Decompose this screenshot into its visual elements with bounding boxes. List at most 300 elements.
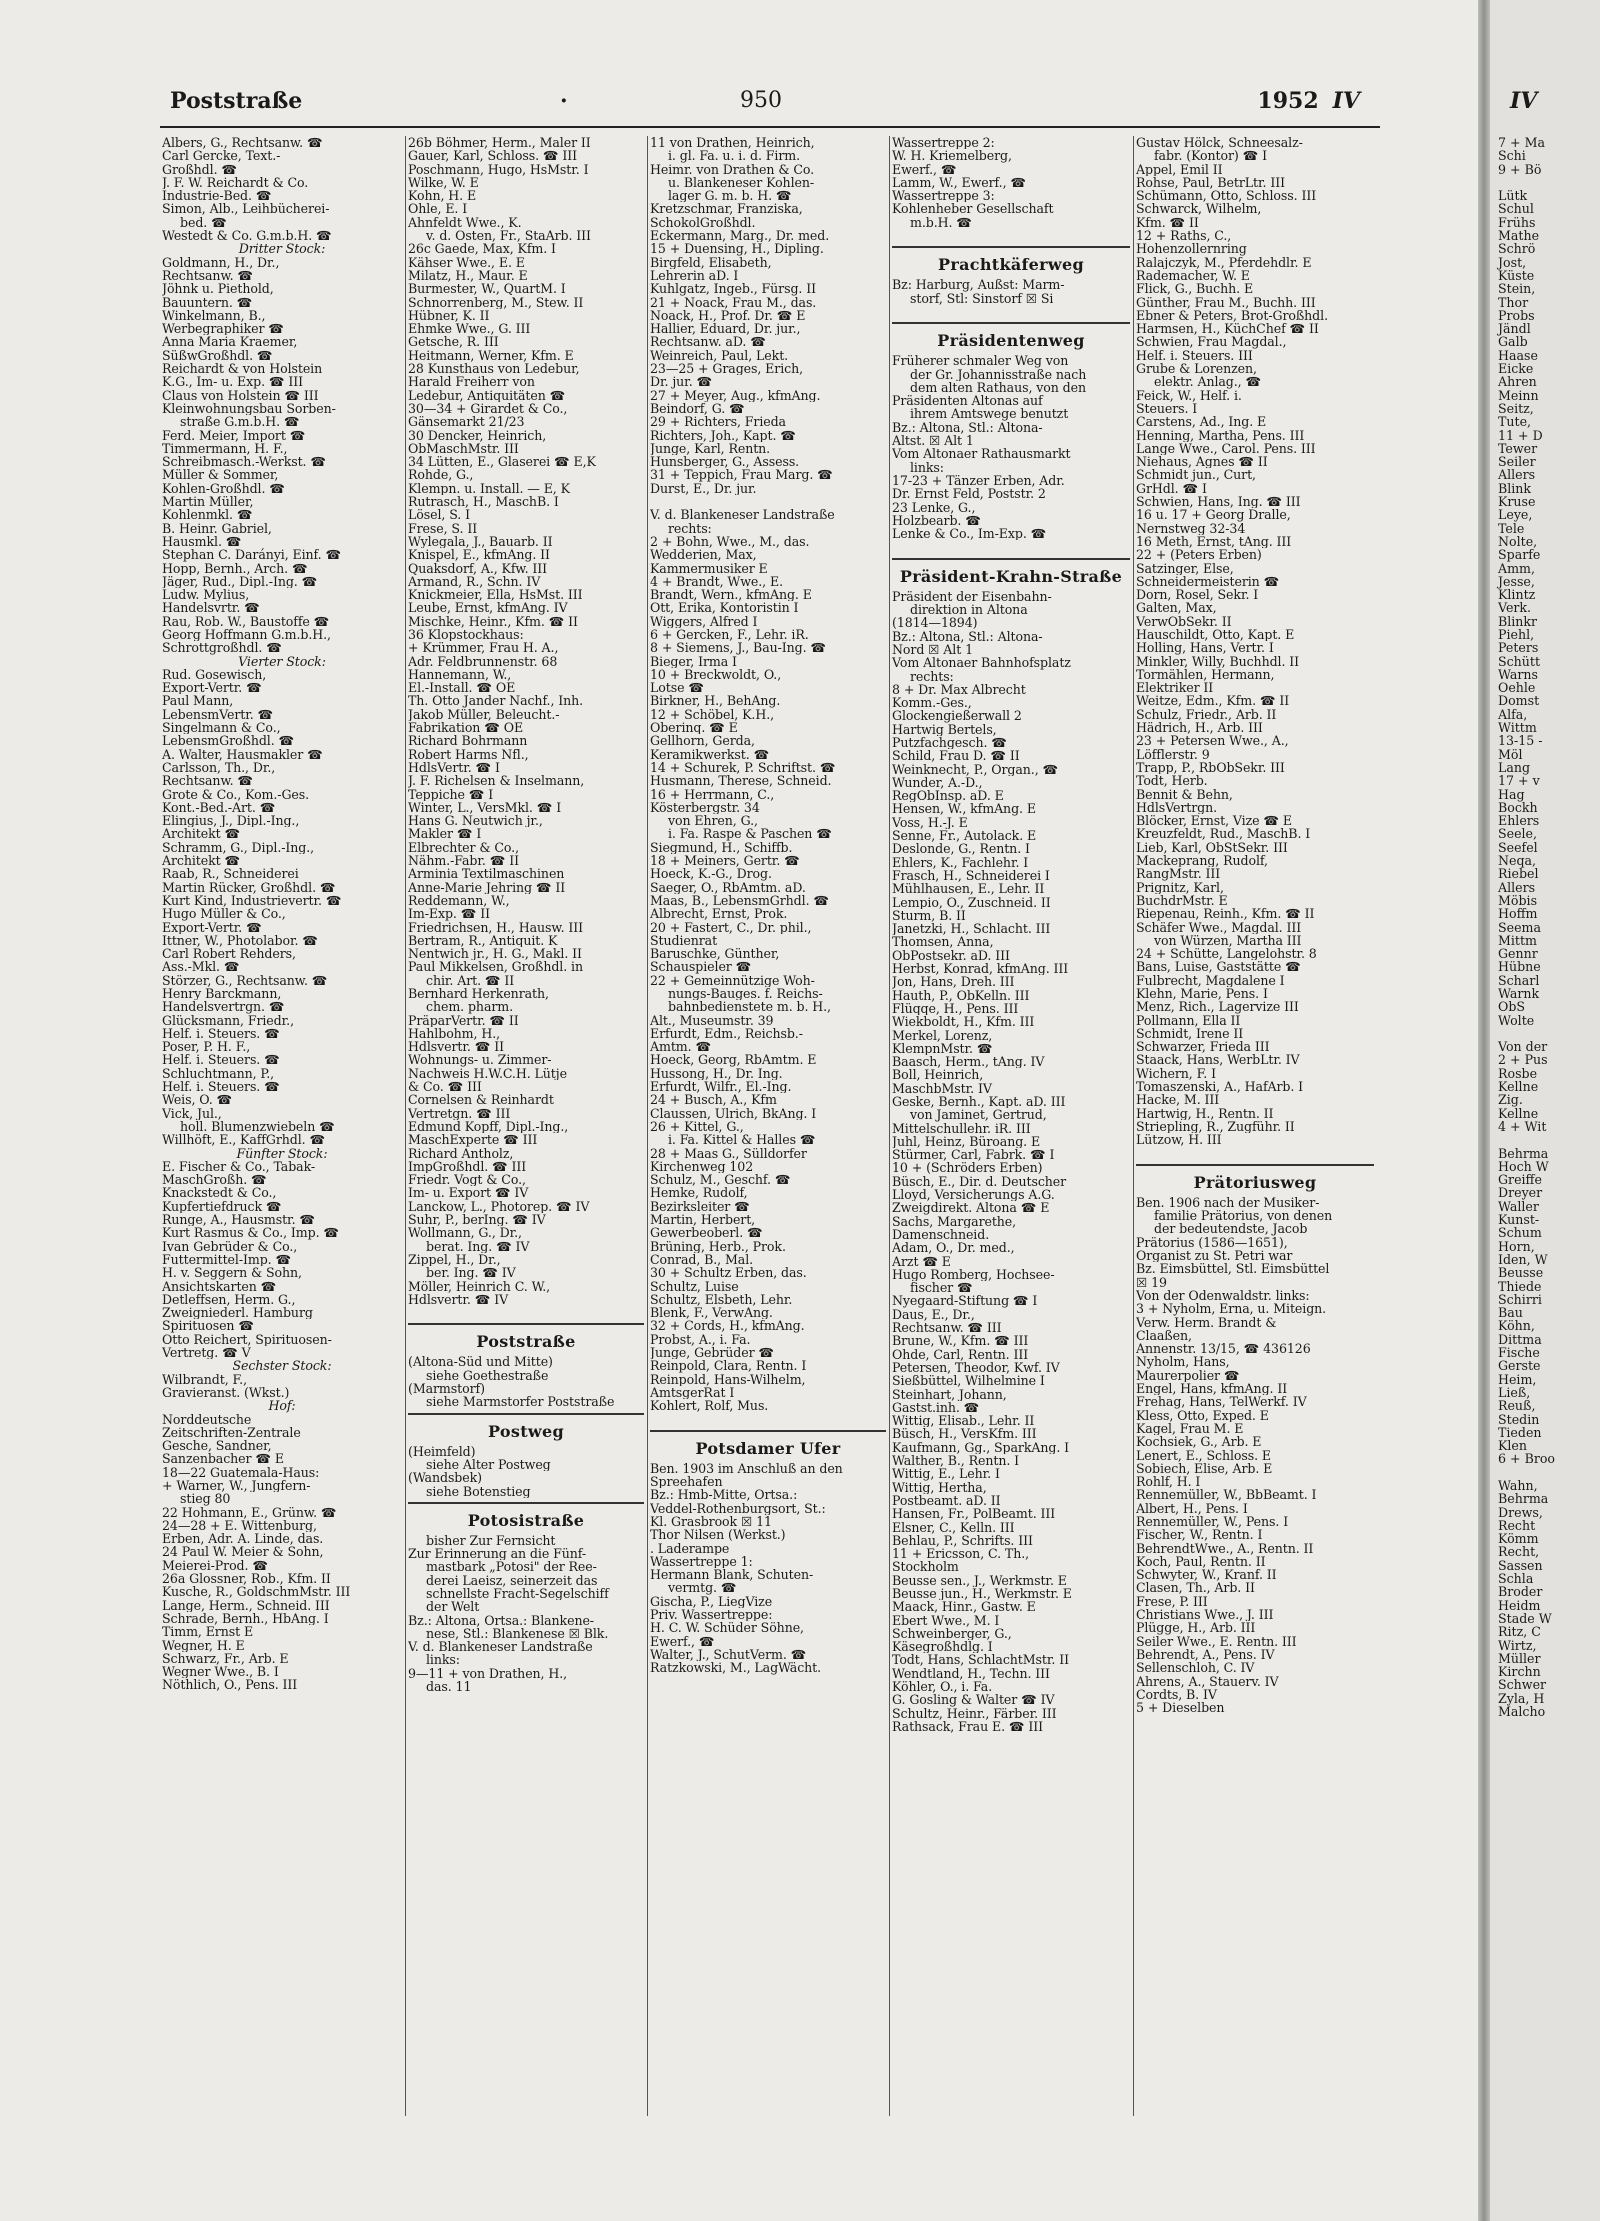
adjacent-page-fragment: Gennr: [1498, 946, 1538, 962]
directory-entry-line: (Heimfeld): [408, 1444, 476, 1458]
directory-entry-line: Wylegala, J., Bauarb. II: [408, 534, 553, 549]
adjacent-page-fragment: Horn,: [1498, 1238, 1535, 1254]
directory-entry-line: . Laderampe: [650, 1541, 730, 1555]
directory-entry-line: Pollmann, Ella II: [1136, 1013, 1241, 1027]
directory-entry-line: + Krümmer, Frau H. A.,: [408, 641, 559, 655]
adjacent-page-fragment: Schwer: [1498, 1677, 1547, 1693]
directory-entry-line: Lenke & Co., Im-Exp. ☎: [892, 527, 1047, 541]
directory-entry-line: Tormählen, Hermann,: [1136, 667, 1275, 682]
directory-entry-line: Albert, H., Pens. I: [1136, 1501, 1248, 1515]
directory-entry-line: Maurerpolier ☎: [1136, 1368, 1240, 1383]
directory-entry-line: Walter, J., SchutVerm. ☎: [650, 1647, 807, 1662]
adjacent-page-fragment: Sparfe: [1498, 547, 1541, 563]
directory-entry-line: Satzinger, Else,: [1136, 561, 1234, 575]
directory-entry-line: 24 + Schütte, Langelohstr. 8: [1136, 947, 1317, 961]
directory-entry-line: Voss, H.-J. E: [892, 815, 968, 830]
directory-entry-line: Verw. Herm. Brandt &: [1136, 1315, 1277, 1329]
directory-entry-line: siehe Marmstorfer Poststraße: [426, 1395, 615, 1409]
directory-entry-line: 24 Paul W. Meier & Sohn,: [162, 1545, 324, 1559]
directory-entry-line: Zweigdirekt. Altona ☎ E: [892, 1201, 1050, 1215]
adjacent-page-fragment: Beusse: [1498, 1265, 1544, 1281]
directory-entry-line: Ralajczyk, M., Pferdehdlr. E: [1136, 255, 1312, 269]
directory-entry-line: Knickmeier, Ella, HsMst. III: [408, 588, 583, 602]
directory-entry-line: Gänsemarkt 21/23: [408, 415, 525, 429]
directory-entry-line: Schulz, Friedr., Arb. II: [1136, 707, 1277, 722]
directory-entry-line: Glücksmann, Friedr.,: [162, 1013, 294, 1027]
directory-entry-line: (Altona-Süd und Mitte): [408, 1355, 553, 1369]
directory-entry-line: siehe Goethestraße: [426, 1368, 549, 1383]
adjacent-page-fragment: Meinn: [1498, 387, 1539, 403]
directory-entry-line: Schnorrenberg, M., Stew. II: [408, 295, 584, 309]
directory-entry-line: 34 Lütten, E., Glaserei ☎ E,K: [408, 455, 596, 469]
directory-entry-line: Westedt & Co. G.m.b.H. ☎: [162, 229, 332, 243]
directory-entry-line: (Marmstorf): [408, 1382, 485, 1396]
directory-entry-line: Knackstedt & Co.,: [162, 1186, 277, 1200]
adjacent-page-fragment: Kellne: [1498, 1105, 1539, 1121]
adjacent-page-fragment: Seiler: [1498, 454, 1536, 470]
directory-entry-line: Büsch, H., VersKfm. III: [892, 1427, 1037, 1441]
column-divider: [405, 136, 406, 2116]
directory-entry-line: Damenschneid.: [892, 1227, 990, 1242]
directory-entry-line: Ludw. Mylius,: [162, 588, 250, 602]
adjacent-page-fragment: Allers: [1498, 879, 1536, 895]
directory-entry-line: Kuhlgatz, Ingeb., Fürsg. II: [650, 282, 816, 296]
adjacent-page-fragment: Haase: [1498, 347, 1538, 363]
adjacent-page-fragment: Bockh: [1498, 799, 1538, 815]
directory-entry-line: 16 + Herrmann, C.,: [650, 787, 775, 801]
directory-entry-line: Beindorf, G. ☎: [650, 401, 745, 416]
directory-entry-line: Timm, Ernst E: [162, 1625, 254, 1639]
directory-entry-line: Hübner, K. II: [408, 308, 490, 323]
directory-entry-line: 30—34 + Girardet & Co.,: [408, 401, 568, 416]
adjacent-page-fragment: Schum: [1498, 1225, 1542, 1241]
directory-entry-line: Nernstweg 32-34: [1136, 521, 1246, 535]
directory-entry-line: PräparVertr. ☎ II: [408, 1013, 519, 1027]
directory-entry-line: Hussong, H., Dr. Ing.: [650, 1066, 783, 1081]
adjacent-page-fragment: Heidm: [1498, 1597, 1541, 1613]
directory-entry-line: Ledebur, Antiquitäten ☎: [408, 388, 566, 402]
directory-entry-line: Willhöft, E., KaffGrhdl. ☎: [162, 1133, 326, 1147]
directory-entry-line: Schultz, Luise: [650, 1279, 739, 1293]
directory-entry-line: Rechtsanw. ☎ III: [892, 1321, 1002, 1335]
directory-entry-line: 4 + Brandt, Wwe., E.: [650, 574, 783, 589]
directory-entry-line: & Co. ☎ III: [408, 1080, 482, 1094]
directory-entry-line: RegObInsp. aD. E: [892, 789, 1004, 803]
directory-entry-line: Getsche, R. III: [408, 335, 499, 349]
directory-entry-line: Lieb, Karl, ObStSekr. III: [1136, 840, 1288, 855]
directory-entry-line: Norddeutsche: [162, 1412, 252, 1426]
directory-entry-line: Armand, R., Schn. IV: [408, 574, 541, 589]
directory-entry-line: W. H. Kriemelberg,: [892, 149, 1012, 163]
directory-entry-line: Steinhart, Johann,: [892, 1387, 1007, 1401]
adjacent-page-fragment: Sassen: [1498, 1557, 1543, 1573]
directory-entry-line: 36 Klopstockhaus:: [408, 627, 524, 642]
directory-entry-line: Nähm.-Fabr. ☎ II: [408, 854, 519, 868]
section-rule: [408, 1323, 644, 1325]
adjacent-page-fragment: Jändl: [1498, 321, 1531, 337]
directory-entry-line: holl. Blumenzwiebeln ☎: [180, 1119, 335, 1134]
directory-entry-line: VerwObSekr. II: [1136, 614, 1232, 628]
directory-entry-line: Bz. Eimsbüttel, Stl. Eimsbüttel: [1136, 1262, 1330, 1276]
directory-entry-line: Schwarzer, Frieda III: [1136, 1040, 1270, 1054]
directory-entry-line: MaschbMstr. IV: [892, 1081, 992, 1095]
directory-entry-line: Ben. 1903 im Anschluß an den: [650, 1461, 843, 1476]
directory-entry-line: Riepenau, Reinh., Kfm. ☎ II: [1136, 907, 1315, 921]
directory-entry-line: Siegmund, H., Schiffb.: [650, 840, 793, 855]
directory-entry-line: Henry Barckmann,: [162, 987, 282, 1001]
directory-entry-line: Annenstr. 13/15, ☎ 436126: [1136, 1342, 1311, 1356]
directory-entry-line: Lotse ☎: [650, 681, 704, 695]
book-gutter: [1478, 0, 1490, 2221]
directory-entry-line: Zeitschriften-Zentrale: [162, 1425, 301, 1440]
directory-entry-line: Industrie-Bed. ☎: [162, 189, 272, 203]
directory-entry-line: bahnbedienstete m. b. H.,: [668, 1000, 831, 1014]
directory-entry-line: Schwien, Hans, Ing. ☎ III: [1136, 495, 1301, 509]
directory-entry-line: Wichern, F. I: [1136, 1066, 1216, 1081]
directory-entry-line: Stürmer, Carl, Fabrk. ☎ I: [892, 1148, 1055, 1162]
adjacent-page-fragment: Thiede: [1498, 1278, 1542, 1294]
directory-entry-line: Beusse sen., J., Werkmstr. E: [892, 1573, 1067, 1587]
section-rule: [892, 322, 1130, 324]
directory-entry-line: Wedderien, Max,: [650, 548, 757, 562]
directory-entry-line: Trapp, P., RbObSekr. III: [1136, 760, 1285, 775]
adjacent-page-fragment: Stein,: [1498, 281, 1536, 297]
adjacent-page-fragment: 17 + v: [1498, 773, 1540, 789]
directory-entry-line: Handelsvertrgn. ☎: [162, 1000, 285, 1014]
adjacent-page-fragment: Jesse,: [1498, 573, 1535, 589]
directory-entry-line: Sechster Stock:: [232, 1359, 332, 1373]
directory-entry-line: schnellste Fracht-Segelschiff: [426, 1586, 609, 1601]
directory-entry-line: Kähser Wwe., E. E: [408, 255, 525, 269]
directory-entry-line: i. Fa. Raspe & Paschen ☎: [668, 827, 832, 841]
column-5: [1136, 136, 1374, 1714]
directory-entry-line: straße G.m.b.H. ☎: [180, 415, 300, 429]
directory-entry-line: Mischke, Heinr., Kfm. ☎ II: [408, 614, 578, 628]
directory-entry-line: 31 + Teppich, Frau Marg. ☎: [650, 468, 833, 482]
adjacent-page-fragment: Eicke: [1498, 361, 1534, 377]
directory-entry-line: Maack, Hinr., Gastw. E: [892, 1600, 1036, 1614]
directory-entry-line: Ebert Wwe., M. I: [892, 1613, 1000, 1627]
directory-entry-line: Detleffsen, Herm. G.,: [162, 1292, 296, 1307]
directory-entry-line: Handelsvrtr. ☎: [162, 601, 260, 615]
adjacent-page-fragment: Scharl: [1498, 972, 1540, 988]
directory-entry-line: Gischa, P., LiegVize: [650, 1594, 773, 1609]
directory-entry-line: Georg Hoffmann G.m.b.H.,: [162, 627, 331, 642]
directory-entry-line: Wollmann, G., Dr.,: [408, 1226, 522, 1240]
adjacent-page-fragment: Seele,: [1498, 826, 1538, 842]
directory-entry-line: Bz: Harburg, Außst: Marm-: [892, 278, 1065, 292]
directory-entry-line: Schwarck, Wilhelm,: [1136, 202, 1262, 216]
directory-entry-line: Niehaus, Agnes ☎ II: [1136, 455, 1268, 469]
directory-entry-line: Baruschke, Günther,: [650, 947, 780, 961]
header-dot: ·: [560, 88, 568, 114]
directory-entry-line: Bz.: Altona, Stl.: Altona-: [892, 420, 1043, 435]
directory-entry-line: Schauspieler ☎: [650, 960, 752, 974]
adjacent-page-fragment: Ehlers: [1498, 813, 1540, 829]
directory-entry-line: i. Fa. Kittel & Halles ☎: [668, 1133, 816, 1147]
directory-entry-line: Hdlsvertr. ☎ II: [408, 1040, 504, 1054]
directory-entry-line: Günther, Frau M., Buchh. III: [1136, 295, 1316, 309]
directory-entry-line: Ott, Erika, Kontoristin I: [650, 601, 799, 615]
part: IV: [1332, 88, 1360, 114]
directory-entry-line: Schwyter, W., Kranf. II: [1136, 1568, 1277, 1582]
directory-entry-line: 22 Hohmann, E., Grünw. ☎: [162, 1505, 337, 1519]
directory-entry-line: Schäfer Wwe., Magdal. III: [1136, 920, 1302, 934]
directory-entry-line: Gellhorn, Gerda,: [650, 734, 755, 748]
directory-entry-line: Wassertreppe 1:: [650, 1554, 753, 1569]
directory-entry-line: 3 + Nyholm, Erna, u. Miteign.: [1136, 1302, 1327, 1316]
directory-entry-line: Wassertreppe 2:: [892, 136, 995, 150]
adjacent-page-fragment: 11 + D: [1498, 427, 1543, 443]
directory-entry-line: [892, 305, 1130, 318]
directory-entry-line: Nentwich jr., H. G., Makl. II: [408, 947, 582, 961]
directory-entry-line: Tomaszenski, A., HafArb. I: [1136, 1080, 1304, 1094]
directory-entry-line: ihrem Amtswege benutzt: [910, 407, 1069, 421]
directory-entry-line: [1136, 1147, 1374, 1160]
directory-entry-line: Rennemüller, W., Pens. I: [1136, 1514, 1289, 1529]
directory-entry-line: Albrecht, Ernst, Prok.: [650, 907, 788, 921]
directory-entry-line: Bertram, R., Antiquit. K: [408, 933, 558, 948]
adjacent-page-fragment: Zig.: [1498, 1092, 1523, 1108]
directory-entry-line: MaschExperte ☎ III: [408, 1133, 538, 1147]
directory-entry-line: 12 + Raths, C.,: [1136, 229, 1232, 243]
directory-entry-line: Futtermittel-Imp. ☎: [162, 1252, 292, 1267]
directory-entry-line: Klempn. u. Install. — E, K: [408, 481, 570, 496]
directory-entry-line: Gustav Hölck, Schneesalz-: [1136, 136, 1303, 150]
adjacent-page-fragment: Schi: [1498, 148, 1526, 164]
directory-entry-line: Timmermann, H. F.,: [162, 441, 288, 456]
directory-entry-line: Kohlenmkl. ☎: [162, 508, 253, 522]
directory-entry-line: Lehrerin aD. I: [650, 268, 739, 283]
adjacent-page-fragment: Warnk: [1498, 986, 1540, 1001]
directory-entry-line: Hensen, W., kfmAng. E: [892, 802, 1036, 816]
directory-entry-line: 32 + Cords, H., kfmAng.: [650, 1319, 805, 1333]
street-section-title: Poststraße: [476, 1332, 576, 1352]
adjacent-page-fragment: Nolte,: [1498, 533, 1538, 549]
directory-entry-line: Birkner, H., BehAng.: [650, 694, 781, 708]
directory-entry-line: Hunsberger, G., Assess.: [650, 455, 800, 469]
directory-entry-line: Schmidt, Irene II: [1136, 1026, 1244, 1041]
adjacent-page-fragment: Klintz: [1498, 587, 1536, 603]
directory-entry-line: Robert Harms Nfl.,: [408, 747, 529, 761]
directory-entry-line: Zur Erinnerung an die Fünf-: [408, 1547, 587, 1561]
directory-entry-line: Jäger, Rud., Dipl.-Ing. ☎: [162, 574, 318, 589]
directory-entry-line: Großhdl. ☎: [162, 162, 237, 176]
directory-entry-line: 12 + Schöbel, K.H.,: [650, 707, 775, 722]
directory-entry-line: Brüning, Herb., Prok.: [650, 1239, 786, 1253]
directory-entry-line: 15 + Duensing, H., Dipling.: [650, 242, 824, 256]
directory-entry-line: Präsidenten Altonas auf: [892, 394, 1043, 408]
directory-entry-line: Im- u. Export ☎ IV: [408, 1186, 529, 1200]
directory-entry-line: Walther, B., Rentn. I: [892, 1454, 1020, 1468]
directory-entry-line: Werbegraphiker ☎: [162, 322, 284, 336]
directory-entry-line: 17-23 + Tänzer Erben, Adr.: [892, 473, 1065, 488]
directory-entry-line: Holzbearb. ☎: [892, 513, 981, 528]
directory-entry-line: 23 + Petersen Wwe., A.,: [1136, 734, 1289, 748]
adjacent-page-fragment: Recht,: [1498, 1544, 1540, 1560]
adjacent-page-fragment: Kellne: [1498, 1079, 1539, 1095]
directory-entry-line: 2 + Bohn, Wwe., M., das.: [650, 534, 810, 549]
directory-entry-line: fabr. (Kontor) ☎ I: [1154, 149, 1267, 163]
directory-entry-line: Sellenschloh, C. IV: [1136, 1661, 1255, 1675]
directory-entry-line: Erfurdt, Wilfr., El.-Ing.: [650, 1080, 792, 1094]
adjacent-page-fragment: Kunst-: [1498, 1212, 1540, 1228]
directory-entry-line: v. d. Osten, Fr., StaArb. III: [426, 229, 591, 243]
directory-entry-line: Bz.: Hmb-Mitte, Ortsa.:: [650, 1488, 798, 1502]
directory-entry-line: Minkler, Willy, Buchhdl. II: [1136, 654, 1300, 668]
directory-entry-line: Schultz, Elsbeth, Lehr.: [650, 1292, 793, 1307]
directory-entry-line: Hugo Romberg, Hochsee-: [892, 1267, 1055, 1282]
directory-entry-line: Käsegroßhdlg. I: [892, 1640, 993, 1654]
directory-entry-line: Ahrens, A., Stauerv. IV: [1136, 1674, 1279, 1688]
directory-entry-line: V. d. Blankeneser Landstraße: [408, 1640, 593, 1654]
adjacent-page-fragment: Tute,: [1498, 414, 1532, 430]
directory-entry-line: 18 + Meiners, Gertr. ☎: [650, 854, 800, 868]
directory-entry-line: Fünfter Stock:: [236, 1146, 328, 1160]
directory-entry-line: Von der Odenwaldstr. links:: [1136, 1288, 1310, 1303]
directory-entry-line: Hermann Blank, Schuten-: [650, 1568, 814, 1582]
directory-entry-line: Helf. i. Steuers. ☎: [162, 1053, 280, 1067]
directory-entry-line: Lange, Herm., Schneid. III: [162, 1598, 330, 1612]
directory-entry-line: Appel, Emil II: [1136, 162, 1223, 176]
directory-entry-line: Schrottgroßhdl. ☎: [162, 641, 282, 655]
directory-entry-line: Ebner & Peters, Brot-Großhdl.: [1136, 308, 1328, 323]
directory-entry-line: Ehlers, K., Fachlehr. I: [892, 855, 1029, 869]
directory-entry-line: Wegner Wwe., B. I: [162, 1665, 279, 1679]
directory-entry-line: Gastst.inh. ☎: [892, 1400, 980, 1415]
directory-entry-line: Veddel-Rothenburgsort, St.:: [650, 1501, 826, 1515]
directory-entry-line: Reinpold, Clara, Rentn. I: [650, 1359, 807, 1373]
directory-entry-line: 22 + Gemeinnützige Woh-: [650, 973, 815, 987]
directory-entry-line: berat. Ing. ☎ IV: [426, 1239, 530, 1253]
directory-entry-line: Rathsack, Frau E. ☎ III: [892, 1719, 1044, 1734]
directory-entry-line: Raab, R., Schneiderei: [162, 867, 299, 881]
adjacent-page-fragment: ObS: [1498, 999, 1526, 1015]
directory-entry-line: Architekt ☎: [162, 827, 241, 841]
directory-entry-line: LebensmGroßhdl. ☎: [162, 734, 295, 748]
adjacent-page-fragment: Warns: [1498, 666, 1538, 682]
directory-entry-line: Nyholm, Hans,: [1136, 1355, 1230, 1369]
directory-entry-line: Winkelmann, B.,: [162, 308, 266, 323]
column-divider: [1133, 136, 1134, 2116]
directory-entry-line: Schild, Frau D. ☎ II: [892, 749, 1020, 763]
directory-entry-line: Richard Bohrmann: [408, 734, 528, 748]
directory-entry-line: Ahnfeldt Wwe., K.: [408, 215, 522, 230]
directory-entry-line: Galten, Max,: [1136, 601, 1217, 615]
directory-entry-line: (1814—1894): [892, 616, 978, 630]
directory-entry-line: Keramikwerkst. ☎: [650, 747, 770, 761]
directory-entry-line: Flüqqe, H., Pens. III: [892, 1001, 1019, 1016]
adjacent-page-fragment: Frühs: [1498, 214, 1536, 230]
directory-entry-line: Janetzki, H., Schlacht. III: [892, 922, 1051, 936]
directory-entry-line: Poser, P. H. F.,: [162, 1040, 251, 1054]
directory-entry-line: Heitmann, Werner, Kfm. E: [408, 348, 574, 363]
directory-entry-line: Dr. jur. ☎: [650, 375, 713, 389]
directory-entry-line: Kleinwohnungsbau Sorben-: [162, 401, 336, 416]
directory-entry-line: 8 + Dr. Max Albrecht: [892, 682, 1026, 697]
directory-entry-line: Carl Gercke, Text.-: [162, 149, 281, 163]
directory-entry-line: Lösel, S. I: [408, 508, 470, 522]
directory-entry-line: Milatz, H., Maur. E: [408, 268, 528, 283]
directory-entry-line: Kohlenheber Gesellschaft: [892, 202, 1054, 216]
adjacent-page-fragment: Seema: [1498, 919, 1541, 935]
adjacent-page-fragment: Bau: [1498, 1305, 1523, 1321]
street-heading: Poststraße: [170, 88, 303, 114]
adjacent-page-fragment: Leye,: [1498, 507, 1533, 523]
directory-entry-line: Harmsen, H., KüchChef ☎ II: [1136, 322, 1319, 336]
directory-entry-line: Müller & Sommer,: [162, 468, 279, 482]
directory-entry-line: Holling, Hans, Vertr. I: [1136, 641, 1274, 655]
directory-entry-line: SüßwGroßhdl. ☎: [162, 348, 273, 363]
directory-entry-line: Thor Nilsen (Werkst.): [650, 1528, 786, 1542]
directory-entry-line: Th. Otto Jander Nachf., Inh.: [408, 694, 584, 708]
directory-entry-line: Richard Antholz,: [408, 1146, 514, 1160]
directory-entry-line: Edmund Kopff, Dipl.-Ing.,: [408, 1119, 569, 1134]
adjacent-page-fragment: Schul: [1498, 201, 1534, 217]
adjacent-page-fragment: Probs: [1498, 307, 1535, 323]
directory-entry-line: SchokolGroßhdl.: [650, 215, 756, 230]
directory-entry-line: 16 u. 17 + Georg Dralle,: [1136, 508, 1291, 522]
street-section-title: Postweg: [488, 1421, 564, 1441]
directory-entry-line: Fabrikation ☎ OE: [408, 721, 524, 735]
directory-entry-line: Hans G. Neutwich jr.,: [408, 814, 543, 828]
adjacent-page-fragment: Wittm: [1498, 720, 1537, 736]
adjacent-page-fragment: Möbis: [1498, 892, 1538, 908]
directory-entry-line: Ass.-Mkl. ☎: [162, 960, 240, 974]
directory-entry-line: Grube & Lorenzen,: [1136, 362, 1257, 376]
adjacent-page-fragment: Heim,: [1498, 1371, 1537, 1387]
directory-entry-line: 26 + Kittel, G.,: [650, 1119, 744, 1134]
directory-entry-line: BehrendtWwe., A., Rentn. II: [1136, 1541, 1314, 1555]
directory-entry-line: Schramm, G., Dipl.-Ing.,: [162, 840, 315, 855]
directory-entry-line: Engel, Hans, kfmAng. II: [1136, 1382, 1288, 1396]
directory-entry-line: mastbark „Potosi" der Ree-: [426, 1560, 597, 1574]
year-part: [1257, 88, 1360, 114]
adjacent-page-fragment: Stade W: [1498, 1610, 1552, 1626]
directory-entry-line: Kösterbergstr. 34: [650, 800, 760, 815]
directory-entry-line: Rechtsanw. ☎: [162, 268, 254, 283]
directory-entry-line: storf, Stl: Sinstorf ☒ Si: [910, 291, 1054, 305]
directory-entry-line: von Würzen, Martha III: [1154, 933, 1302, 948]
directory-entry-line: Zweigniederl. Hamburg: [162, 1306, 313, 1320]
directory-entry-line: Martin, Herbert,: [650, 1213, 756, 1227]
adjacent-page-fragment: Tewer: [1498, 440, 1538, 456]
directory-entry-line: Fischer, W., Rentn. I: [1136, 1528, 1263, 1542]
directory-entry-line: Sobiech, Elise, Arb. E: [1136, 1461, 1273, 1476]
directory-entry-line: Ewerf., ☎: [892, 162, 957, 176]
directory-entry-line: 6 + Gercken, F., Lehr. iR.: [650, 627, 809, 642]
directory-entry-line: Weinknecht, P., Organ., ☎: [892, 762, 1059, 776]
directory-entry-line: 20 + Fastert, C., Dr. phil.,: [650, 920, 812, 934]
directory-entry-line: Präsident der Eisenbahn-: [892, 589, 1052, 604]
directory-entry-line: ObPostsekr. aD. III: [892, 948, 1010, 963]
directory-entry-line: Schwien, Frau Magdal.,: [1136, 335, 1287, 349]
directory-entry-line: i. gl. Fa. u. i. d. Firm.: [668, 149, 800, 163]
directory-entry-line: 26a Glossner, Rob., Kfm. II: [162, 1572, 331, 1586]
adjacent-page-fragment: Von der: [1498, 1039, 1548, 1055]
directory-entry-line: Hopp, Bernh., Arch. ☎: [162, 561, 308, 575]
directory-entry-line: Weis, O. ☎: [162, 1093, 233, 1107]
directory-entry-line: Sachs, Margarethe,: [892, 1214, 1017, 1228]
adjacent-page-fragment: Amm,: [1498, 560, 1535, 576]
adjacent-page-fragment: Lütk: [1498, 188, 1528, 204]
directory-entry-line: Hacke, M. III: [1136, 1093, 1220, 1107]
directory-entry-line: B. Heinr. Gabriel,: [162, 521, 272, 535]
directory-entry-line: Menz, Rich., Lagervize III: [1136, 1000, 1299, 1014]
adjacent-page-fragment: Riebel: [1498, 866, 1539, 882]
street-section-title: Prachtkäferweg: [938, 255, 1084, 275]
directory-entry-line: Lenert, E., Schloss. E: [1136, 1448, 1271, 1462]
